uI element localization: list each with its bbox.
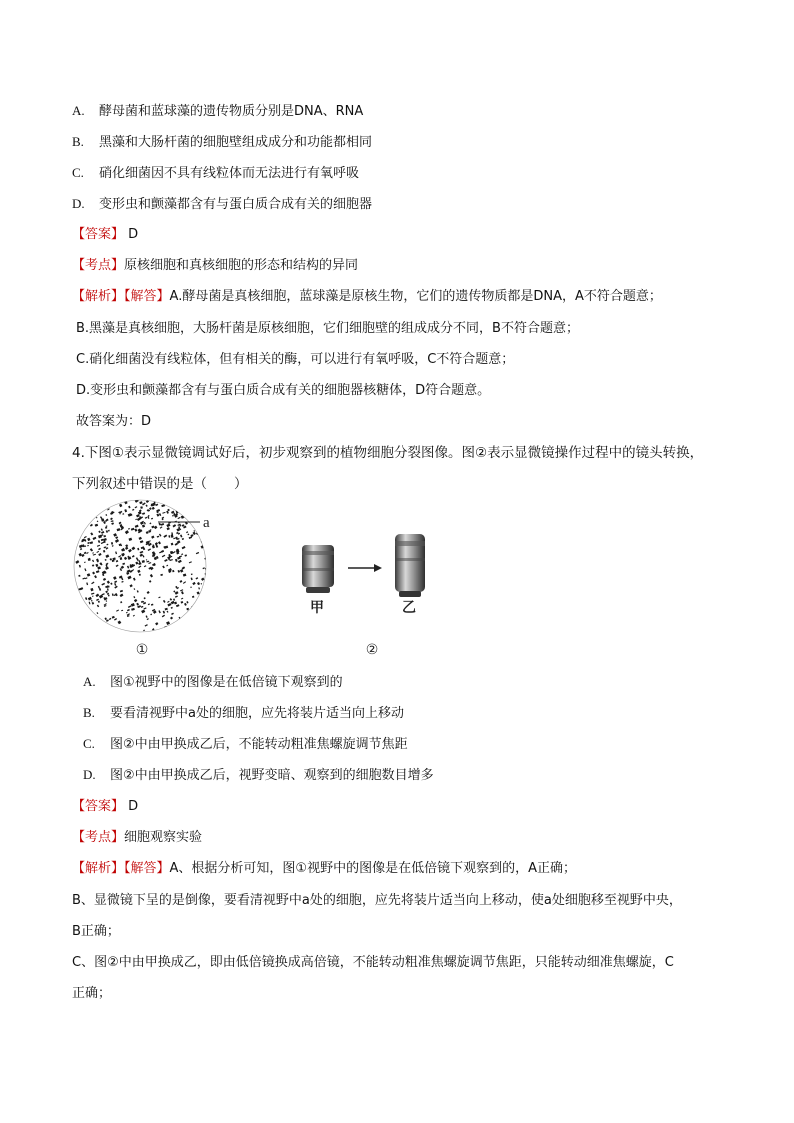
label-a: a	[203, 515, 210, 531]
q4-option-d: D. 图②中由甲换成乙后，视野变暗、观察到的细胞数目增多	[83, 767, 434, 783]
microscope-field-of-view	[74, 499, 208, 632]
option-b: B. 黑藻和大肠杆菌的细胞壁组成成分和功能都相同	[72, 134, 373, 150]
analysis-line-2: B.黑藻是真核细胞，大肠杆菌是原核细胞，它们细胞壁的组成成分不同，B不符合题意；	[76, 321, 579, 336]
answer-line: 【答案】 D	[72, 227, 139, 242]
analysis-line-4: D.变形虫和颤藻都含有与蛋白质合成有关的细胞器核糖体，D符合题意。	[76, 383, 491, 398]
option-c: C. 硝化细菌因不具有线粒体而无法进行有氧呼吸	[72, 165, 360, 181]
objective-lens-yi	[395, 534, 425, 597]
label-jia: 甲	[310, 600, 324, 616]
objective-lens-jia	[302, 545, 334, 593]
q4-option-b: B. 要看清视野中a处的细胞，应先将装片适当向上移动	[83, 705, 404, 721]
figure-2-label: ②	[365, 642, 379, 658]
q4-analysis-line-5: 正确；	[72, 986, 112, 1001]
option-d: D. 变形虫和颤藻都含有与蛋白质合成有关的细胞器	[72, 196, 373, 212]
label-yi: 乙	[402, 600, 416, 616]
figure-1-label: ①	[135, 642, 149, 658]
q4-option-c: C. 图②中由甲换成乙后，不能转动粗准焦螺旋调节焦距	[83, 736, 408, 752]
q4-analysis-line-3: B正确；	[72, 924, 120, 939]
analysis-line-1: 【解析】【解答】A.酵母菌是真核细胞，蓝球藻是原核生物，它们的遗传物质都是DNA，A不符合题意；	[72, 289, 662, 304]
topic-line: 【考点】原核细胞和真核细胞的形态和结构的异同	[72, 258, 359, 273]
q4-analysis-line-1: 【解析】【解答】A、根据分析可知，图①视野中的图像是在低倍镜下观察到的，A正确；	[72, 861, 576, 876]
question-4-stem-line-2: 下列叙述中错误的是（ ）	[72, 476, 248, 492]
q4-option-a: A. 图①视野中的图像是在低倍镜下观察到的	[83, 674, 343, 690]
q4-analysis-line-2: B、显微镜下呈的是倒像，要看清视野中a处的细胞，应先将装片适当向上移动，使a处细胞移至视野中央，	[72, 893, 682, 908]
option-a: A. 酵母菌和蓝球藻的遗传物质分别是DNA、RNA	[72, 103, 364, 119]
question-4-stem-line-1: 4.下图①表示显微镜调试好后，初步观察到的植物细胞分裂图像。图②表示显微镜操作过程中的镜头转换，	[72, 445, 704, 461]
q4-topic-line: 【考点】细胞观察实验	[72, 830, 203, 845]
q4-analysis-line-4: C、图②中由甲换成乙，即由低倍镜换成高倍镜，不能转动粗准焦螺旋调节焦距，只能转动细准焦螺旋，C	[72, 955, 674, 970]
q4-answer-line: 【答案】 D	[72, 799, 139, 814]
final-answer-line: 故答案为：D	[76, 414, 152, 429]
analysis-line-3: C.硝化细菌没有线粒体，但有相关的酶，可以进行有氧呼吸，C不符合题意；	[76, 352, 515, 367]
question-4-figure	[72, 498, 492, 663]
arrow-head-icon	[374, 564, 382, 572]
